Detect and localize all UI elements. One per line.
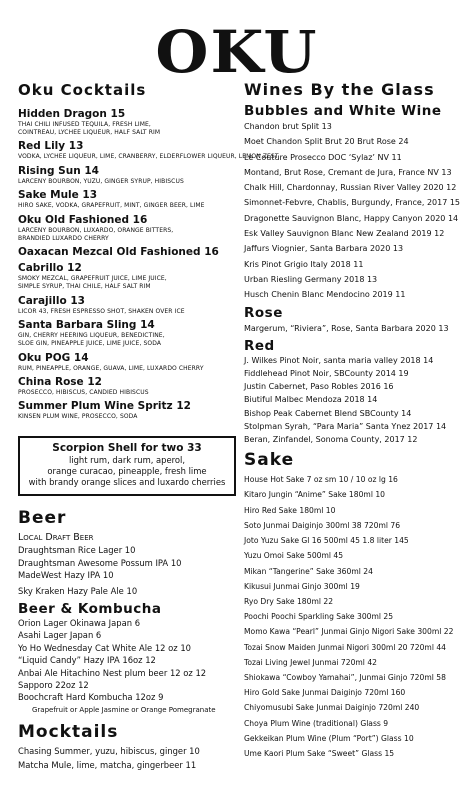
cocktail-desc: GIN, CHERRY HEERING LIQUEUR, BENEDICTINE, <box>18 332 165 340</box>
wine-item: Montand, Brut Rose, Cremant de Jura, France NV 13 <box>244 167 452 177</box>
wine-item: Beran, Zinfandel, Sonoma County, 2017 12 <box>244 435 418 445</box>
cocktail-name: Red Lily 13 <box>18 140 84 153</box>
bubbles-list <box>244 119 466 303</box>
mocktail-item: Chasing Summer, yuzu, hibiscus, ginger 10 <box>18 746 200 757</box>
red-title: Red <box>244 337 275 354</box>
beer-item: Orion Lager Okinawa Japan 6 <box>18 618 141 629</box>
cocktails-title: Oku Cocktails <box>18 81 147 99</box>
rose-list <box>244 321 466 336</box>
wine-item: Dragonette Sauvignon Blanc, Happy Canyon 2020 14 <box>244 213 459 223</box>
cocktail-name: Santa Barbara Sling 14 <box>18 319 155 332</box>
bubbles-title: Bubbles and White Wine <box>244 103 442 119</box>
sake-item: Ryo Dry Sake 180ml 22 <box>244 596 334 606</box>
wine-item: Biutiful Malbec Mendoza 2018 14 <box>244 395 378 405</box>
beer-section <box>18 508 240 772</box>
mocktails-title: Mocktails <box>18 722 119 743</box>
sake-item: Kikusui Junmai Ginjo 300ml 19 <box>244 581 360 591</box>
beer-item: Anbai Ale Hitachino Nest plum beer 12 oz 12 <box>18 667 207 678</box>
wine-item: Bishop Peak Cabernet Blend SBCounty 14 <box>244 408 412 418</box>
red-list <box>244 354 466 446</box>
left-column <box>18 80 279 425</box>
cocktail-desc: SMOKY MEZCAL, GRAPEFRUIT JUICE, LIME JUICE, <box>18 275 167 283</box>
sake-item: Gekkeikan Plum Wine (Plum “Port”) Glass 10 <box>244 733 414 743</box>
right-column <box>244 80 466 761</box>
wine-item: Le Couture Prosecco DOC ‘Sylaz’ NV 11 <box>244 152 402 162</box>
scorpion-desc-3: with brandy orange slices and luxardo cherries <box>28 477 226 487</box>
wine-item: Stolpman Syrah, “Para Maria” Santa Ynez 2017 14 <box>244 421 447 431</box>
cocktail-name: Sake Mule 13 <box>18 189 98 202</box>
cocktail-desc: PROSECCO, HIBISCUS, CANDIED HIBISCUS <box>18 388 149 396</box>
scorpion-desc-1: light rum, dark rum, aperol, <box>68 455 186 465</box>
wine-item: Fiddlehead Pinot Noir, SBCounty 2014 19 <box>244 369 409 379</box>
wine-item: Chalk Hill, Chardonnay, Russian River Valley 2020 12 <box>244 183 457 193</box>
local-draft-title: Local Draft Beer <box>18 532 94 543</box>
cocktail-desc: HIRO SAKE, VODKA, GRAPEFRUIT, MINT, GINGER BEER, LIME <box>18 202 205 210</box>
cocktail-name: Hidden Dragon 15 <box>18 108 126 120</box>
sake-list <box>244 472 466 761</box>
cocktail-desc: RUM, PINEAPPLE, ORANGE, GUAVA, LIME, LUXARDO CHERRY <box>18 364 204 372</box>
sake-item: Choya Plum Wine (traditional) Glass 9 <box>244 718 389 728</box>
scorpion-title: Scorpion Shell for two 33 <box>52 442 202 454</box>
cocktail-name: China Rose 12 <box>18 375 102 388</box>
beer-item: Sky Kraken Hazy Pale Ale 10 <box>18 585 138 596</box>
beer-title: Beer <box>18 508 67 528</box>
wine-item: Esk Valley Sauvignon Blanc New Zealand 2019 12 <box>244 229 445 239</box>
cocktail-name: Cabrillo 12 <box>18 262 82 275</box>
beer-item: Draughtsman Rice Lager 10 <box>18 545 136 556</box>
sake-item: Soto Junmai Daiginjo 300ml 38 720ml 76 <box>244 520 401 530</box>
rose-title: Rose <box>244 304 283 321</box>
sake-item: Joto Yuzu Sake Gl 16 500ml 45 1.8 liter 145 <box>244 536 409 546</box>
spacer <box>18 421 240 424</box>
cocktail-desc: LARCENY BOURBON, YUZU, GINGER SYRUP, HIBISCUS <box>18 177 184 185</box>
beer-item: Boochcraft Hard Kombucha 12oz 9 <box>18 692 164 703</box>
sake-item: Shiokawa “Cowboy Yamahai”, Junmai Ginjo 720ml 58 <box>244 672 446 682</box>
cocktail-list <box>18 108 279 425</box>
cocktail-desc: KINSEN PLUM WINE, PROSECCO, SODA <box>18 413 138 421</box>
wine-item: Justin Cabernet, Paso Robles 2016 16 <box>244 382 394 392</box>
cocktail-name: Oku Old Fashioned 16 <box>18 213 148 226</box>
local-draft-list <box>18 544 240 597</box>
sake-item: Tozai Living Jewel Junmai 720ml 42 <box>244 657 377 667</box>
cocktail-desc: LARCENY BOURBON, LUXARDO, ORANGE BITTERS, <box>18 226 174 234</box>
wine-item: Simonnet-Febvre, Chablis, Burgundy, France, 2017 15 <box>244 198 461 208</box>
cocktail-desc: LICOR 43, FRESH ESPRESSO SHOT, SHAKEN OVER ICE <box>18 307 185 315</box>
cocktail-name: Oaxacan Mezcal Old Fashioned 16 <box>18 245 219 258</box>
beer-item: MadeWest Hazy IPA 10 <box>18 570 114 581</box>
cocktail-name: Summer Plum Wine Spritz 12 <box>18 400 191 413</box>
sake-title: Sake <box>244 450 295 471</box>
scorpion-desc-2: orange curacao, pineapple, fresh lime <box>47 466 207 476</box>
wine-item: J. Wilkes Pinot Noir, santa maria valley 2018 14 <box>244 355 434 365</box>
cocktail-name: Oku POG 14 <box>18 351 89 364</box>
wine-item: Urban Riesling Germany 2018 13 <box>244 274 378 284</box>
mocktail-item: Matcha Mule, lime, matcha, gingerbeer 11 <box>18 760 197 771</box>
cocktail-name: Rising Sun 14 <box>18 164 99 177</box>
cocktail-desc: COINTREAU, LYCHEE LIQUEUR, HALF SALT RIM <box>18 129 161 136</box>
wine-item: Jaffurs Viognier, Santa Barbara 2020 13 <box>244 244 404 254</box>
kombucha-list <box>18 617 240 716</box>
scorpion-shell-box <box>18 436 236 496</box>
cocktail-desc: SLOE GIN, PINEAPPLE JUICE, LIME JUICE, SODA <box>18 340 162 348</box>
sake-item: Yuzu Omoi Sake 500ml 45 <box>244 551 344 561</box>
cocktail-desc: BRANDIED LUXARDO CHERRY <box>18 234 109 242</box>
wine-item: Husch Chenin Blanc Mendocino 2019 11 <box>244 290 406 300</box>
cocktail-desc: VODKA, LYCHEE LIQUEUR, LIME, CRANBERRY, ELDERFLOWER LIQUEUR, LEMON ZEST <box>18 153 279 161</box>
sake-item: Ume Kaori Plum Sake “Sweet” Glass 15 <box>244 748 395 758</box>
wine-item: Margerum, “Riviera”, Rose, Santa Barbara 2020 13 <box>244 323 449 333</box>
beer-item: Draughtsman Awesome Possum IPA 10 <box>18 557 182 568</box>
beer-item: Sapporo 22oz 12 <box>18 680 89 691</box>
sake-item: Kitaro Jungin “Anime” Sake 180ml 10 <box>244 490 386 500</box>
sake-item: Poochi Poochi Sparkling Sake 300ml 25 <box>244 612 394 622</box>
cocktail-desc: SIMPLE SYRUP, THAI CHILE, HALF SALT RIM <box>18 283 151 291</box>
wine-item: Moet Chandon Split Brut 20 Brut Rose 24 <box>244 137 409 147</box>
oku-logo: OKU <box>155 18 319 86</box>
wines-title: Wines By the Glass <box>244 80 435 99</box>
sake-item: Hiro Red Sake 180ml 10 <box>244 505 336 515</box>
cocktail-desc: THAI CHILI INFUSED TEQUILA, FRESH LIME, <box>18 121 151 128</box>
beer-item: “Liquid Candy” Hazy IPA 16oz 12 <box>18 655 156 666</box>
sake-item: Momo Kawa “Pearl” Junmai Ginjo Nigori Sake 300ml 22 <box>244 627 454 637</box>
sake-item: Hiro Gold Sake Junmai Daiginjo 720ml 160 <box>244 688 406 698</box>
mocktail-list <box>18 744 240 772</box>
beer-kombucha-title: Beer & Kombucha <box>18 601 162 618</box>
wine-item: Kris Pinot Grigio Italy 2018 11 <box>244 259 364 269</box>
sake-item: Tozai Snow Maiden Junmai Nigori 300ml 20 720ml 44 <box>244 642 447 652</box>
beer-item: Grapefruit or Apple Jasmine or Orange Pomegranate <box>32 705 216 714</box>
sake-item: Chiyomusubi Sake Junmai Daiginjo 720ml 240 <box>244 703 420 713</box>
wine-item: Chandon brut Split 13 <box>244 122 332 131</box>
beer-item: Asahi Lager Japan 6 <box>18 630 102 641</box>
sake-item: Mikan “Tangerine” Sake 360ml 24 <box>244 566 373 576</box>
sake-item: House Hot Sake 7 oz sm 10 / 10 oz lg 16 <box>244 475 398 485</box>
beer-item: Yo Ho Wednesday Cat White Ale 12 oz 10 <box>18 642 191 653</box>
cocktail-name: Carajillo 13 <box>18 294 85 307</box>
